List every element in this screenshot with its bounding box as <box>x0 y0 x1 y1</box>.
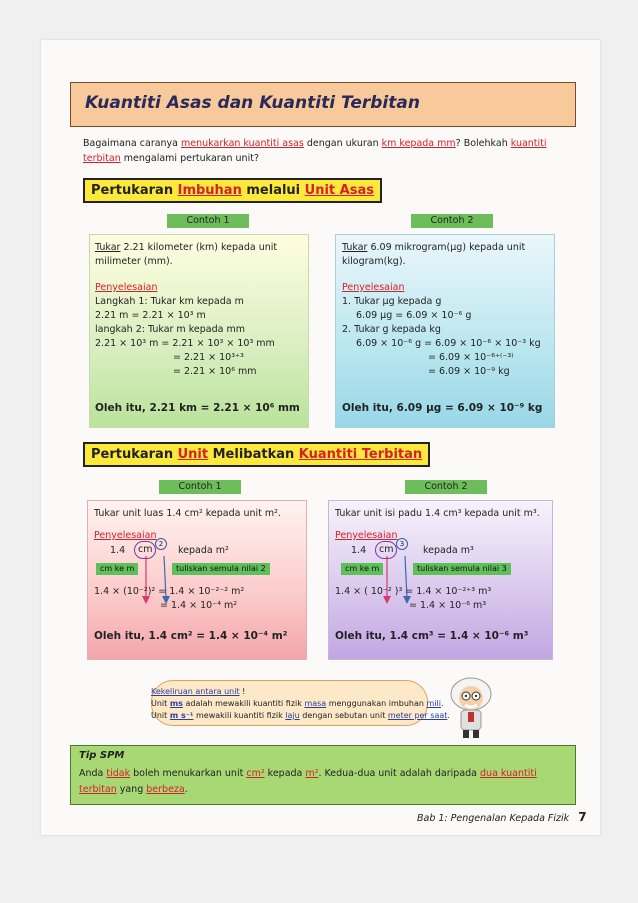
answer-line: Oleh itu, 2.21 km = 2.21 × 10⁶ mm <box>95 402 300 414</box>
question-line: Tukar unit isi padu 1.4 cm³ kepada unit m³. <box>335 508 540 519</box>
step-line: 2. Tukar g kepada kg <box>342 324 441 335</box>
circled-power: 3 <box>396 538 408 550</box>
note-text: dengan sebutan unit <box>299 711 388 720</box>
note-highlight: ms <box>169 699 183 708</box>
question-line <box>342 241 525 255</box>
answer-line: Oleh itu, 6.09 μg = 6.09 × 10⁻⁹ kg <box>342 402 543 414</box>
question-line <box>95 241 277 255</box>
step-line: 1.4 × ( 10⁻² )³ = 1.4 × 10⁻²⁺³ m³ <box>335 586 492 597</box>
solution-label: Penyelesaian <box>342 282 405 293</box>
question-verb: Tukar <box>342 242 368 253</box>
note-highlight: m s⁻¹ <box>169 711 194 720</box>
intro-text: Bagaimana caranya <box>83 138 182 149</box>
step-line: 1. Tukar μg kepada g <box>342 296 442 307</box>
step-line: Langkah 1: Tukar km kepada m <box>95 296 244 307</box>
step-line: = 6.09 × 10⁻⁶⁺⁽⁻³⁾ <box>428 352 514 363</box>
section-heading-1 <box>83 178 382 203</box>
note-highlight: meter per saat <box>387 711 448 720</box>
example-tag: Contoh 2 <box>411 214 493 228</box>
note-text: . <box>447 711 450 720</box>
intro-highlight: km kepada mm <box>381 138 456 149</box>
tip-highlight: cm² <box>246 768 265 779</box>
intro-paragraph <box>83 136 573 166</box>
tip-highlight: m² <box>305 768 319 779</box>
target-unit-text: kepada m³ <box>423 545 474 556</box>
step-line: = 6.09 × 10⁻⁹ kg <box>428 366 510 377</box>
note-line-2 <box>151 710 450 722</box>
heading-highlight: Kuantiti Terbitan <box>298 447 423 462</box>
example-tag: Contoh 2 <box>405 480 487 494</box>
heading-text: Pertukaran <box>91 447 178 462</box>
step-line: = 1.4 × 10⁻⁶ m³ <box>409 600 487 611</box>
question-text: 2.21 kilometer (km) kepada unit <box>120 242 278 253</box>
note-heading-mark: ! <box>239 687 246 696</box>
question-text: 6.09 mikrogram(μg) kepada unit <box>367 242 526 253</box>
tip-part: Anda <box>79 768 107 779</box>
textbook-page <box>41 40 600 835</box>
tip-part: . <box>184 784 188 795</box>
note-text: mewakili kuantiti fizik <box>193 711 286 720</box>
tip-highlight: dua kuantiti terbitan <box>79 768 537 795</box>
value-text: 1.4 <box>110 545 126 556</box>
answer-line: Oleh itu, 1.4 cm² = 1.4 × 10⁻⁴ m² <box>94 630 288 642</box>
circled-unit: cm <box>134 541 156 559</box>
question-line: milimeter (mm). <box>95 256 173 267</box>
title-box <box>70 82 576 127</box>
intro-text: ? Bolehkah <box>455 138 511 149</box>
step-line: = 2.21 × 10³⁺³ <box>173 352 244 363</box>
question-verb: Tukar <box>95 242 121 253</box>
heading-highlight: Unit <box>177 447 209 462</box>
circled-power: 2 <box>155 538 167 550</box>
solution-label: Penyelesaian <box>94 530 157 541</box>
tip-text <box>79 766 567 798</box>
intro-text: mengalami pertukaran unit? <box>120 153 259 164</box>
chapter-label: Bab 1: Pengenalan Kepada Fizik <box>417 813 570 824</box>
tip-part: boleh menukarkan unit <box>130 768 247 779</box>
example-card-4 <box>328 500 553 660</box>
step-line: 2.21 × 10³ m = 2.21 × 10³ × 10³ mm <box>95 338 275 349</box>
heading-highlight: Unit Asas <box>304 183 374 198</box>
page-number: 7 <box>578 810 587 824</box>
hint-label: cm ke m <box>341 563 383 575</box>
heading-highlight: Imbuhan <box>177 183 242 198</box>
tip-part: kepada <box>264 768 306 779</box>
intro-highlight: menukarkan kuantiti asas <box>181 138 304 149</box>
answer-line: Oleh itu, 1.4 cm³ = 1.4 × 10⁻⁶ m³ <box>335 630 529 642</box>
question-line: Tukar unit luas 1.4 cm² kepada unit m². <box>94 508 282 519</box>
note-highlight: laju <box>285 711 300 720</box>
example-card-3 <box>87 500 307 660</box>
tip-title: Tip SPM <box>79 750 125 761</box>
note-text: menggunakan imbuhan <box>326 699 427 708</box>
page-title: Kuantiti Asas dan Kuantiti Terbitan <box>85 93 420 113</box>
note-heading-text: Kekeliruan antara unit <box>151 687 240 696</box>
tip-highlight: tidak <box>106 768 131 779</box>
note-heading <box>151 686 245 698</box>
tip-part: yang <box>116 784 147 795</box>
heading-text: Melibatkan <box>208 447 299 462</box>
note-highlight: mili <box>426 699 441 708</box>
example-card-1 <box>89 234 309 428</box>
step-line: langkah 2: Tukar m kepada mm <box>95 324 245 335</box>
step-line: = 2.21 × 10⁶ mm <box>173 366 257 377</box>
note-text: Unit <box>151 711 170 720</box>
intro-highlight: kuantiti terbitan <box>83 138 547 164</box>
note-text: . <box>440 699 444 708</box>
note-bubble <box>151 680 450 726</box>
solution-label: Penyelesaian <box>335 530 398 541</box>
note-text: Unit <box>151 699 170 708</box>
note-highlight: masa <box>304 699 327 708</box>
step-line: = 1.4 × 10⁻⁴ m² <box>160 600 238 611</box>
note-text: adalah mewakili kuantiti fizik <box>182 699 305 708</box>
step-line: 6.09 μg = 6.09 × 10⁻⁶ g <box>356 310 472 321</box>
hint-label: tuliskan semula nilai 2 <box>172 563 270 575</box>
hint-label: tuliskan semula nilai 3 <box>413 563 511 575</box>
example-tag: Contoh 1 <box>167 214 249 228</box>
value-text: 1.4 <box>351 545 367 556</box>
tip-highlight: berbeza <box>146 784 185 795</box>
intro-text: dengan ukuran <box>303 138 382 149</box>
solution-label: Penyelesaian <box>95 282 158 293</box>
heading-text: melalui <box>241 183 305 198</box>
section-heading-2 <box>83 442 430 467</box>
hint-label: cm ke m <box>96 563 138 575</box>
tip-box <box>70 745 576 805</box>
heading-text: Pertukaran <box>91 183 178 198</box>
question-line: kilogram(kg). <box>342 256 406 267</box>
step-line: 6.09 × 10⁻⁶ g = 6.09 × 10⁻⁶ × 10⁻³ kg <box>356 338 541 349</box>
note-line-1 <box>151 698 444 710</box>
example-tag: Contoh 1 <box>159 480 241 494</box>
tip-part: . Kedua-dua unit adalah daripada <box>318 768 481 779</box>
circled-unit: cm <box>375 541 397 559</box>
step-line: 2.21 m = 2.21 × 10³ m <box>95 310 206 321</box>
professor-illustration <box>441 672 501 742</box>
example-card-2 <box>335 234 555 428</box>
target-unit-text: kepada m² <box>178 545 229 556</box>
page-footer <box>417 810 587 824</box>
step-line: 1.4 × (10⁻²)² = 1.4 × 10⁻²⁻² m² <box>94 586 245 597</box>
